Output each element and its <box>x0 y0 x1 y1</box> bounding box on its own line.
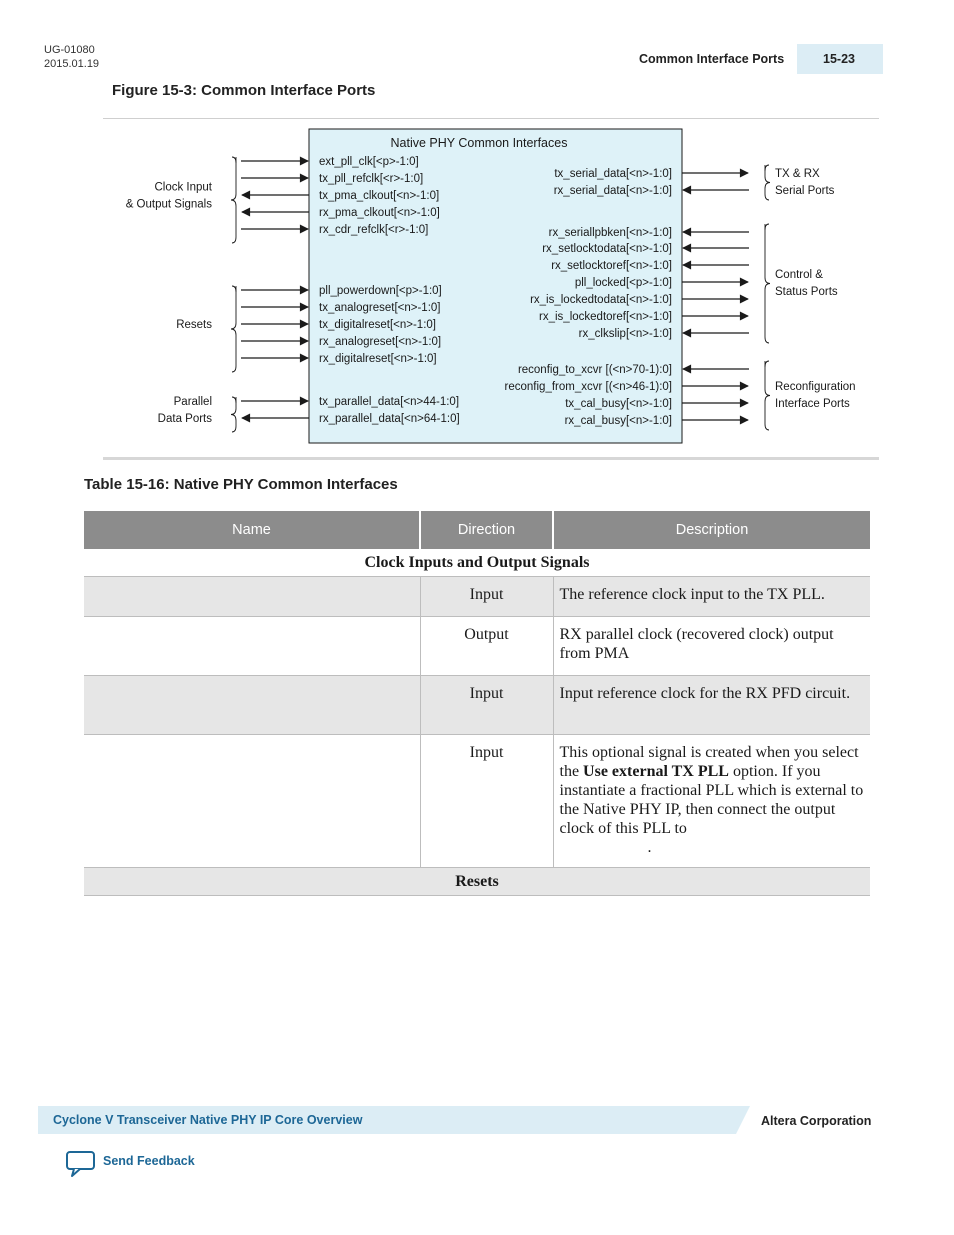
header-name: Name <box>84 511 420 549</box>
signal-label: tx_analogreset[<n>-1:0] <box>319 302 441 314</box>
table-row <box>84 735 870 868</box>
group-brace <box>765 361 769 367</box>
cell-description <box>553 735 870 868</box>
cell-direction: Output <box>420 617 553 676</box>
signal-label: tx_cal_busy[<n>-1:0] <box>565 398 672 410</box>
description-text: option. If you instantiate a fractional PLL which is external to the Native PHY IP, then connect the output clock of this PLL to <box>559 763 864 837</box>
cell-direction: Input <box>420 735 553 868</box>
section-row-clock <box>84 549 870 577</box>
signal-label: rx_clkslip[<n>-1:0] <box>578 328 672 340</box>
page-number: 15-23 <box>797 44 883 74</box>
table-row <box>84 676 870 735</box>
group-label: TX & RX <box>775 168 820 180</box>
signal-label: tx_digitalreset[<n>-1:0] <box>319 319 436 331</box>
table-header-row <box>84 511 870 549</box>
footer-doc-title[interactable]: Cyclone V Transceiver Native PHY IP Core Overview <box>53 1113 363 1127</box>
section-row-resets <box>84 868 870 896</box>
group-brace <box>232 286 236 292</box>
section-title: Clock Inputs and Output Signals <box>84 549 870 577</box>
doc-date: 2015.01.19 <box>44 58 100 70</box>
table-row <box>84 577 870 617</box>
header-direction: Direction <box>420 511 553 549</box>
group-label: Status Ports <box>775 286 838 298</box>
group-brace <box>765 165 769 171</box>
table-caption: Table 15-16: Native PHY Common Interfaces <box>84 476 398 493</box>
cell-name <box>84 676 420 735</box>
signal-label: reconfig_from_xcvr [(<n>46-1):0] <box>504 381 672 393</box>
header-description: Description <box>553 511 870 549</box>
signal-label: rx_serial_data[<n>-1:0] <box>553 185 672 197</box>
signal-label: tx_parallel_data[<n>44-1:0] <box>319 396 460 408</box>
doc-number: UG-01080 <box>44 44 95 56</box>
cell-name <box>84 735 420 868</box>
block-title: Native PHY Common Interfaces <box>390 136 568 150</box>
footer-company: Altera Corporation <box>761 1114 872 1128</box>
group-brace <box>231 397 236 432</box>
native-phy-interfaces-table <box>84 511 870 896</box>
section-title: Resets <box>84 868 870 896</box>
signal-label: rx_is_lockedtodata[<n>-1:0] <box>530 294 672 306</box>
cell-description: Input reference clock for the RX PFD circuit. <box>553 676 870 735</box>
group-brace <box>765 165 770 200</box>
group-brace <box>231 157 236 243</box>
signal-label: pll_powerdown[<p>-1:0] <box>319 285 442 297</box>
group-label: & Output Signals <box>125 198 212 211</box>
group-label: Data Ports <box>157 413 212 425</box>
send-feedback-link[interactable]: Send Feedback <box>103 1154 195 1168</box>
signal-label: rx_parallel_data[<n>64-1:0] <box>319 413 460 425</box>
group-label: Reconfiguration <box>775 381 856 393</box>
signal-label: tx_serial_data[<n>-1:0] <box>554 168 672 180</box>
signal-label: rx_setlocktodata[<n>-1:0] <box>542 243 672 255</box>
signal-label: rx_digitalreset[<n>-1:0] <box>319 353 437 365</box>
cell-direction: Input <box>420 577 553 617</box>
group-label: Interface Ports <box>775 398 850 410</box>
description-text: . <box>647 839 652 856</box>
figure-caption: Figure 15-3: Common Interface Ports <box>112 82 376 99</box>
cell-name <box>84 577 420 617</box>
feedback-icon[interactable] <box>65 1150 97 1178</box>
cell-name <box>84 617 420 676</box>
signal-label: rx_cal_busy[<n>-1:0] <box>564 415 672 427</box>
description-emphasis: Use external TX PLL <box>583 763 729 780</box>
group-brace <box>765 361 770 430</box>
group-brace <box>231 286 236 372</box>
figure-bottom-rule <box>103 457 879 460</box>
cell-description: The reference clock input to the TX PLL. <box>553 577 870 617</box>
table-row <box>84 617 870 676</box>
signal-label: tx_pma_clkout[<n>-1:0] <box>319 190 440 202</box>
signal-label: rx_is_lockedtoref[<n>-1:0] <box>539 311 672 323</box>
description-text: This optional signal is created when you select the <box>559 744 859 780</box>
group-brace <box>232 397 236 403</box>
signal-label: rx_setlocktoref[<n>-1:0] <box>551 260 672 272</box>
group-label: Control & <box>775 269 823 281</box>
group-label: Serial Ports <box>775 185 835 197</box>
group-brace <box>765 224 769 230</box>
cell-direction: Input <box>420 676 553 735</box>
signal-label: ext_pll_clk[<p>-1:0] <box>319 156 419 168</box>
group-brace <box>232 157 236 163</box>
running-section-title: Common Interface Ports <box>639 52 785 66</box>
group-label: Resets <box>176 319 212 331</box>
cell-description: RX parallel clock (recovered clock) output from PMA <box>553 617 870 676</box>
interface-diagram <box>0 0 954 470</box>
signal-label: pll_locked[<p>-1:0] <box>574 277 672 289</box>
group-label: Clock Input <box>154 181 212 194</box>
group-brace <box>765 224 770 343</box>
signal-label: rx_analogreset[<n>-1:0] <box>319 336 442 348</box>
signal-label: rx_pma_clkout[<n>-1:0] <box>319 207 440 219</box>
signal-label: rx_cdr_refclk[<r>-1:0] <box>319 224 429 236</box>
signal-label: tx_pll_refclk[<r>-1:0] <box>319 173 424 185</box>
signal-label: reconfig_to_xcvr [(<n>70-1):0] <box>517 364 672 376</box>
group-label: Parallel <box>173 396 212 408</box>
signal-label: rx_seriallpbken[<n>-1:0] <box>548 227 672 239</box>
